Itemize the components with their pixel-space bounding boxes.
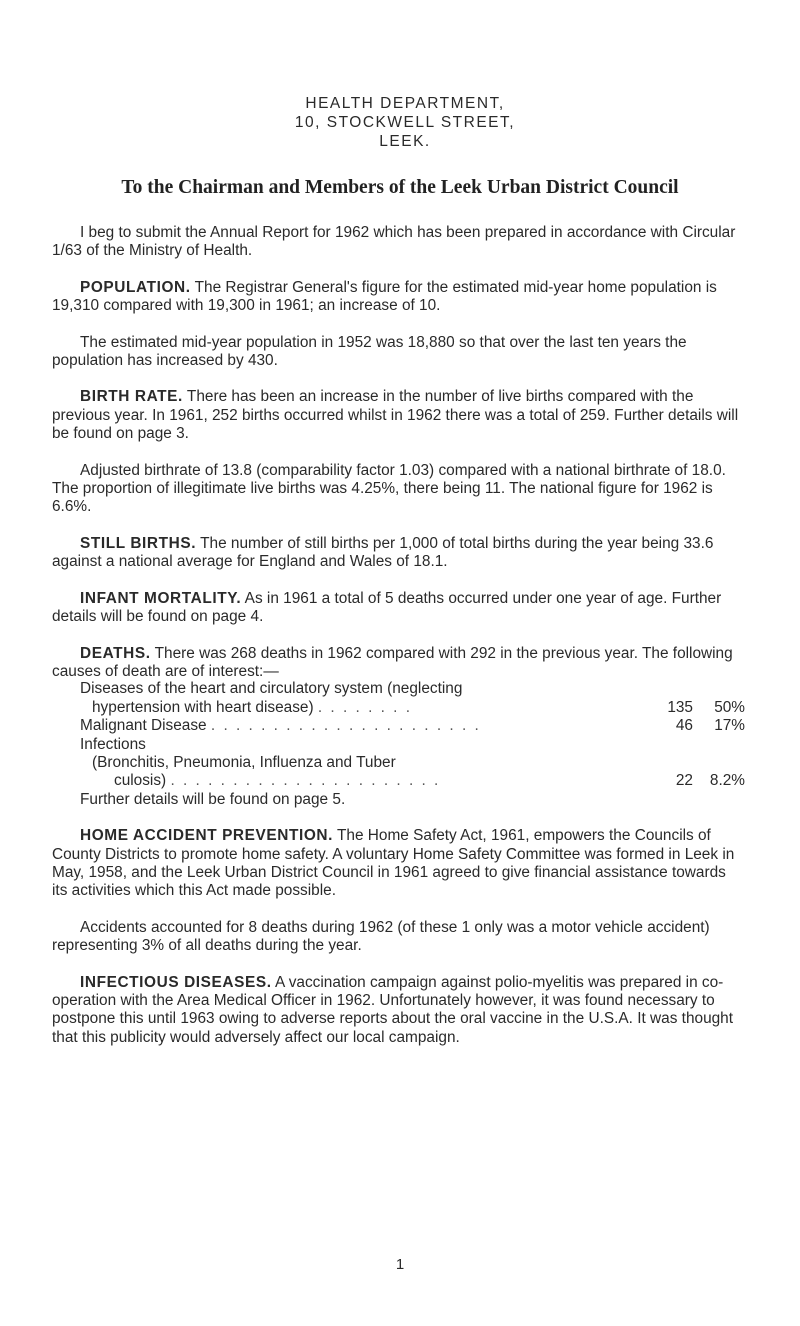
infant-mortality-paragraph (52, 590, 745, 627)
paragraph-text: There was 268 deaths in 1962 compared with 292 in the previous year. The following causes of death are of interest:— (52, 644, 733, 680)
address-line: 10, STOCKWELL STREET, (294, 114, 516, 131)
salutation-heading: To the Chairman and Members of the Leek Urban District Council (121, 177, 679, 198)
cause-count: 22 (675, 772, 693, 790)
cause-label (92, 699, 645, 717)
section-heading: INFANT MORTALITY. (80, 589, 242, 607)
cause-label: Diseases of the heart and circulatory system (neglecting (80, 680, 463, 698)
home-accident-paragraph (52, 827, 745, 901)
cause-label-text: hypertension with heart disease) (92, 698, 314, 716)
address-block (10, 94, 800, 151)
leader-dots: . . . . . . . . . . . . . . . . . . . . . . (170, 772, 441, 790)
table-row (52, 772, 745, 790)
cause-label: (Bronchitis, Pneumonia, Influenza and Tuber (92, 753, 396, 771)
paragraph-text: There has been an increase in the number of live births compared with the previous year. In 1961, 252 births occurred whilst in 1962 there was a total of 259. Further details will be found on page 3. (52, 388, 739, 443)
further-details-note: Further details will be found on page 5. (80, 790, 346, 808)
birth-rate-paragraph-2: Adjusted birthrate of 13.8 (comparability factor 1.03) compared with a national birthrate of 18.0. The proportion of illegitimate live births was 4.25%, there being 11. The national figure for 1962 is 6.6%. (52, 461, 726, 516)
population-paragraph-2: The estimated mid-year population in 1952 was 18,880 so that over the last ten years the population has increased by 430. (52, 333, 687, 370)
table-row (52, 699, 745, 717)
page-number: 1 (395, 1256, 405, 1273)
cause-percent: 50% (714, 698, 745, 716)
address-line: LEEK. (379, 133, 431, 150)
leader-dots: . . . . . . . . (317, 698, 413, 716)
cause-label-text: culosis) (114, 772, 167, 790)
cause-percent: 17% (714, 717, 745, 735)
cause-percent: 8.2% (709, 772, 745, 790)
address-line: HEALTH DEPARTMENT, (305, 95, 505, 112)
cause-label (114, 772, 645, 790)
table-row (52, 791, 745, 809)
birth-rate-paragraph (52, 388, 745, 443)
paragraph-text: The number of still births per 1,000 of total births during the year being 33.6 against a national average for England and Wales of 18.1. (52, 534, 714, 571)
paragraph-text: A vaccination campaign against polio-myelitis was prepared in co-operation with the Area Medical Officer in 1962. Unfortunately however, it was found necessary to postpone this until 1963 owing to adverse reports about the oral vaccine in the U.S.A. It was thought that this publicity would adversely affect our local campaign. (52, 973, 734, 1046)
leader-dots: . . . . . . . . . . . . . . . . . . . . . . (210, 717, 481, 735)
population-paragraph (52, 279, 745, 316)
cause-count: 135 (667, 698, 693, 716)
section-heading: POPULATION. (80, 278, 191, 296)
paragraph-text: The Home Safety Act, 1961, empowers the Councils of County Districts to promote home safety. A voluntary Home Safety Committee was formed in Leek in May, 1958, and the Leek Urban District Council in 1961 agreed to give financial assistance towards its activities which this Act made possible. (52, 827, 735, 900)
section-heading: INFECTIOUS DISEASES. (80, 973, 272, 991)
home-accident-paragraph-2: Accidents accounted for 8 deaths during 1962 (of these 1 only was a motor vehicle accident) representing 3% of all deaths during the year. (52, 918, 710, 955)
report-body (52, 224, 745, 1047)
section-heading: STILL BIRTHS. (80, 534, 197, 552)
intro-paragraph: I beg to submit the Annual Report for 1962 which has been prepared in accordance with Circular 1/63 of the Ministry of Health. (52, 224, 736, 260)
table-row (52, 717, 745, 735)
deaths-paragraph (52, 645, 745, 682)
infectious-diseases-paragraph (52, 974, 745, 1048)
table-row (52, 736, 745, 754)
table-row (52, 754, 745, 772)
cause-label: Infections (80, 735, 146, 753)
cause-count: 46 (675, 717, 693, 735)
still-births-paragraph (52, 535, 745, 572)
causes-of-death-table (52, 680, 745, 809)
cause-label (80, 717, 645, 735)
paragraph-text: As in 1961 a total of 5 deaths occurred under one year of age. Further details will be found on page 4. (52, 589, 722, 626)
section-heading: BIRTH RATE. (80, 388, 183, 406)
cause-label-text: Malignant Disease (80, 717, 207, 735)
section-heading: DEATHS. (80, 644, 151, 662)
paragraph-text: The Registrar General's figure for the estimated mid-year home population is 19,310 compared with 19,300 in 1961; an increase of 10. (52, 278, 717, 315)
section-heading: HOME ACCIDENT PREVENTION. (80, 827, 333, 845)
table-row (52, 680, 745, 698)
